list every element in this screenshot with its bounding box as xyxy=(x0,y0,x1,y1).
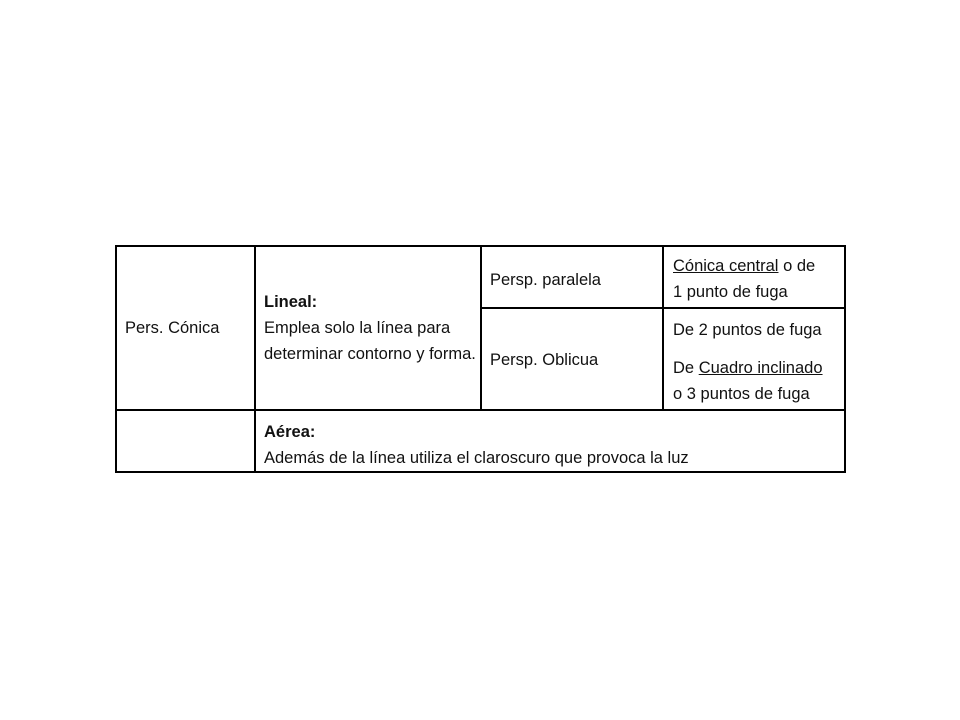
oblicua-cell xyxy=(481,308,663,410)
conica-label: Pers. Cónica xyxy=(125,319,220,337)
aerea-description: Además de la línea utiliza el claroscuro que provoca la luz xyxy=(264,449,689,467)
perspective-classification-table xyxy=(115,245,846,473)
paralela-detail-cell xyxy=(663,246,845,308)
lineal-description: Emplea solo la línea para determinar contorno y forma. xyxy=(264,319,476,363)
aerea-cell xyxy=(255,410,845,472)
cuadro-inclinado-term: Cuadro inclinado xyxy=(698,359,823,377)
paralela-cell xyxy=(481,246,663,308)
lineal-title: Lineal: xyxy=(264,293,318,311)
oblicua-detail-2-prefix: De xyxy=(673,359,699,377)
paralela-detail-rest-1: o de xyxy=(778,257,816,275)
oblicua-detail-1: De 2 puntos de fuga xyxy=(673,321,822,339)
paralela-label: Persp. paralela xyxy=(490,271,601,289)
conica-cell xyxy=(116,246,255,410)
paralela-detail-rest-2: 1 punto de fuga xyxy=(673,283,788,301)
oblicua-detail-2-rest: o 3 puntos de fuga xyxy=(673,385,810,403)
lineal-cell xyxy=(255,246,481,410)
oblicua-detail-cell xyxy=(663,308,845,410)
conica-cell-continuation xyxy=(116,410,255,472)
conica-central-term: Cónica central xyxy=(673,257,779,275)
oblicua-label: Persp. Oblicua xyxy=(490,351,599,369)
aerea-title: Aérea: xyxy=(264,423,316,441)
